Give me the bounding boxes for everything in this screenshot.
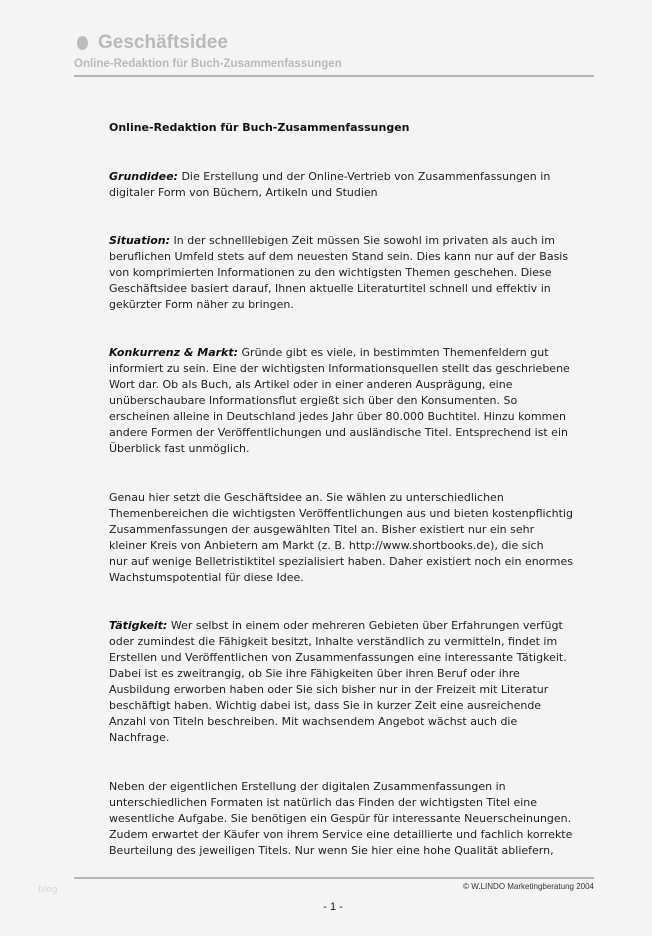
line-text: andere Formen der Veröffentlichungen und ausländische Titel. Entsprechend ist ein [109, 426, 568, 439]
line-text: Themenbereichen die wichtigsten Veröffentlichungen aus und bieten kostenpflichtig [109, 507, 573, 520]
line-text: unterschiedlichen Formaten ist natürlich das Finden der wichtigsten Titel eine [109, 796, 538, 809]
text-line [109, 233, 568, 249]
text-line [109, 169, 550, 185]
paragraph-label: Grundidee: [109, 170, 178, 183]
paragraph [109, 345, 570, 457]
line-text: Nachfrage. [109, 731, 170, 744]
paragraph-label: Tätigkeit: [109, 619, 168, 632]
line-text: oder zumindest die Fähigkeit besitzt, Inhalte verständlich zu vermitteln, findet im [109, 635, 558, 648]
bullet-icon [77, 36, 88, 50]
line-text: Wer selbst in einem oder mehreren Gebieten über Erfahrungen verfügt [167, 619, 563, 632]
line-text: informiert zu sein. Eine der wichtigsten Informationsquellen stellt das geschriebene [109, 362, 570, 375]
line-text: Gründe gibt es viele, in bestimmten Themenfeldern gut [238, 346, 549, 359]
line-text: wesentliche Aufgabe. Sie benötigen ein Gespür für interessante Neuerscheinungen. [109, 812, 572, 825]
paragraph-label: Situation: [109, 234, 171, 247]
paragraph [109, 618, 567, 746]
header-subtitle: Online-Redaktion für Buch-Zusammenfassungen [74, 58, 342, 70]
text-line [109, 666, 567, 682]
text-line [109, 361, 570, 377]
text-line [109, 698, 567, 714]
text-line [109, 618, 567, 634]
line-text: gekürzter Form näher zu bringen. [109, 298, 294, 311]
text-line [109, 522, 573, 538]
text-line [109, 393, 570, 409]
line-text: beschäftigt haben. Wichtig dabei ist, dass Sie in kurzer Zeit eine ausreichende [109, 699, 542, 712]
text-line [109, 714, 567, 730]
line-text: erscheinen alleine in Deutschland jedes Jahr über 80.000 Buchtitel. Hinzu kommen [109, 410, 566, 423]
text-line [109, 634, 567, 650]
watermark: blog [38, 885, 58, 895]
line-text: Zusammenfassungen der ausgewählten Titel an. Bisher existiert nur ein sehr [109, 523, 535, 536]
text-line [109, 249, 568, 265]
text-line [109, 843, 572, 859]
text-line [109, 281, 568, 297]
line-text: Geschäftsidee basiert darauf, Ihnen aktuelle Literaturtitel schnell und effektiv in [109, 282, 551, 295]
line-text: In der schnelllebigen Zeit müssen Sie sowohl im privaten als auch im [170, 234, 555, 247]
text-line [109, 265, 568, 281]
line-text: Wort dar. Ob als Buch, als Artikel oder in einer anderen Ausprägung, eine [109, 378, 513, 391]
text-line [109, 490, 573, 506]
line-text: Erstellen und Veröffentlichen von Zusammenfassungen eine interessante Tätigkeit. [109, 651, 567, 664]
line-text: Die Erstellung und der Online-Vertrieb von Zusammenfassungen in [177, 170, 551, 183]
line-text: Dabei ist es zweitrangig, ob Sie ihre Fähigkeiten über ihren Beruf oder ihre [109, 667, 520, 680]
text-line [109, 377, 570, 393]
line-text: Beurteilung des jeweiligen Titels. Nur wenn Sie hier eine hohe Qualität abliefern, [109, 844, 554, 857]
line-text: nur auf wenige Belletristiktitel spezialisiert haben. Daher existiert noch ein enormes [109, 555, 573, 568]
text-line [109, 779, 572, 795]
header-title: Geschäftsidee [98, 32, 228, 53]
text-line [109, 538, 573, 554]
line-text: Anzahl von Titeln beschreiben. Mit wachsendem Angebot wächst auch die [109, 715, 518, 728]
line-text: Wachstumspotential für diese Idee. [109, 571, 304, 584]
text-line [109, 827, 572, 843]
line-text: Genau hier setzt die Geschäftsidee an. Sie wählen zu unterschiedlichen [109, 491, 504, 504]
line-text: Überblick fast unmöglich. [109, 442, 250, 455]
text-line [109, 795, 572, 811]
text-line [109, 682, 567, 698]
page-number: - 1 - [323, 901, 343, 913]
text-line [109, 650, 567, 666]
text-line [109, 345, 570, 361]
line-text: Ausbildung erworben haben oder Sie sich bisher nur in der Freizeit mit Literatur [109, 683, 549, 696]
text-line [109, 570, 573, 586]
text-line [109, 297, 568, 313]
text-line [109, 506, 573, 522]
text-line [109, 425, 570, 441]
paragraph [109, 233, 568, 313]
text-line [109, 730, 567, 746]
line-text: digitaler Form von Büchern, Artikeln und Studien [109, 186, 378, 199]
copyright: © W.LINDO Marketingberatung 2004 [463, 882, 594, 891]
text-line [109, 409, 570, 425]
line-text: kleiner Kreis von Anbietern am Markt (z. B. http://www.shortbooks.de), die sich [109, 539, 544, 552]
footer-divider [74, 877, 594, 879]
text-line [109, 554, 573, 570]
text-line [109, 185, 550, 201]
line-text: Zudem erwartet der Käufer von ihrem Service eine detaillierte und fachlich korrekte [109, 828, 573, 841]
line-text: von komprimierten Informationen zu den wichtigsten Themen geschehen. Diese [109, 266, 552, 279]
paragraph [109, 490, 573, 586]
text-line [109, 441, 570, 457]
line-text: unüberschaubare Informationsflut ergießt sich über den Konsumenten. So [109, 394, 518, 407]
paragraph [109, 779, 572, 859]
paragraph-label: Konkurrenz & Markt: [109, 346, 239, 359]
text-line [109, 811, 572, 827]
header-divider [74, 75, 594, 77]
document-heading: Online-Redaktion für Buch-Zusammenfassungen [109, 121, 410, 134]
line-text: Neben der eigentlichen Erstellung der digitalen Zusammenfassungen in [109, 780, 506, 793]
paragraph [109, 169, 550, 201]
line-text: beruflichen Umfeld stets auf dem neuesten Stand sein. Dies kann nur auf der Basis [109, 250, 569, 263]
